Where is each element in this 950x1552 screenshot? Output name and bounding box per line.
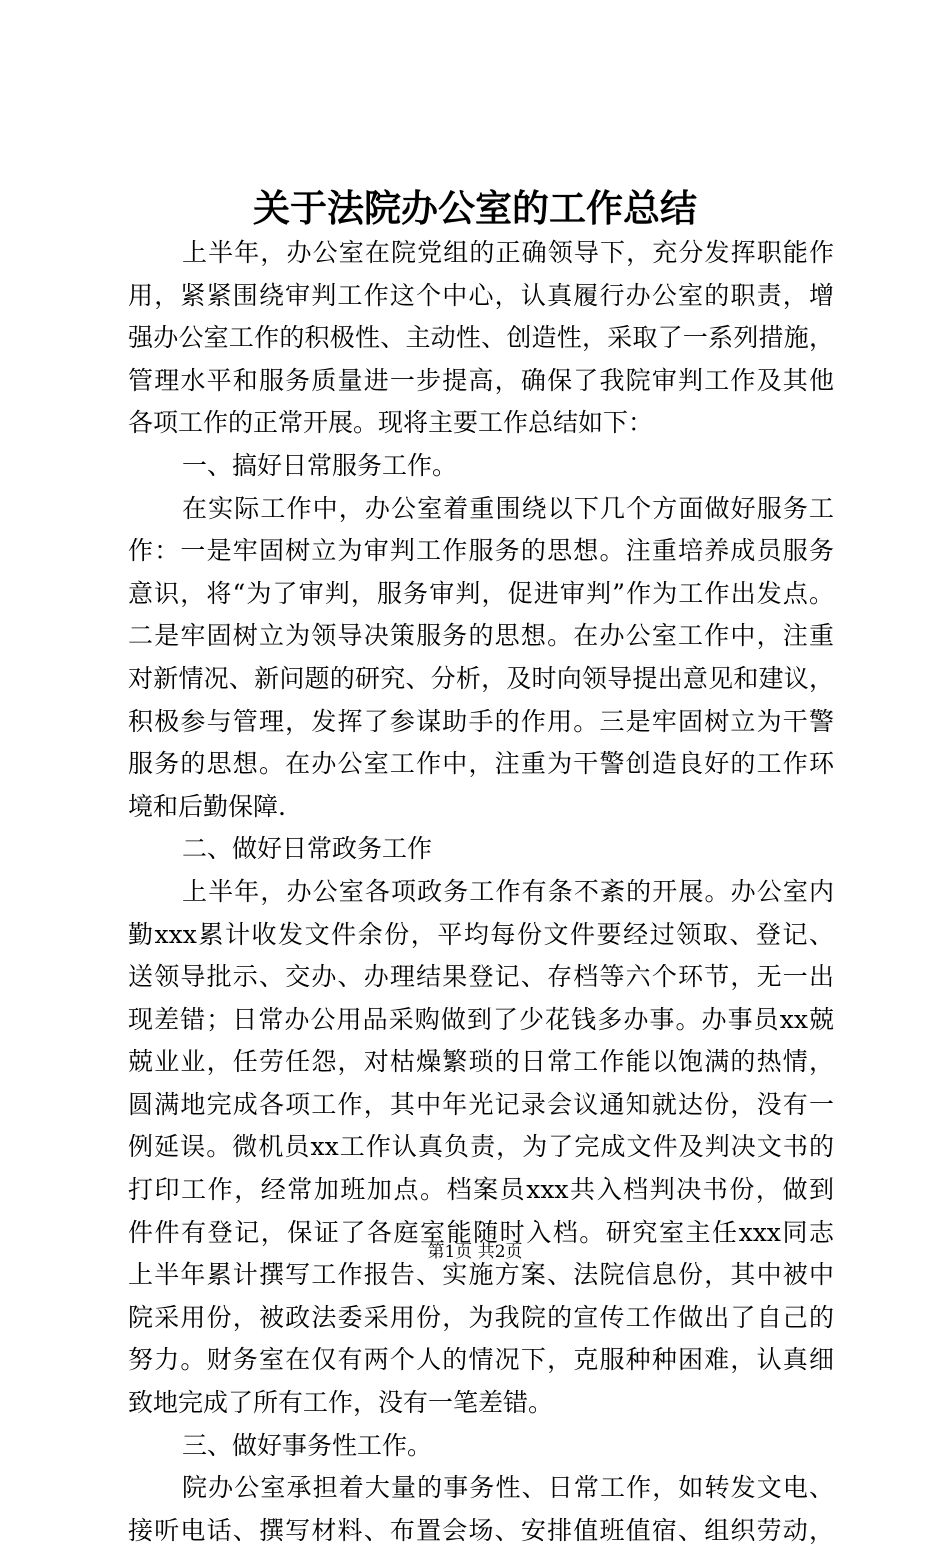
text-line: 对新情况、新问题的研究、分析，及时向领导提出意见和建议， xyxy=(128,663,834,693)
text-line: 送领导批示、交办、办理结果登记、存档等六个环节，无一出 xyxy=(128,962,834,992)
text-line: 圆满地完成各项工作，其中年光记录会议通知就达份，没有一 xyxy=(128,1089,834,1119)
text-line: 强办公室工作的积极性、主动性、创造性，采取了一系列措施， xyxy=(128,323,834,353)
text-line: 意识，将“为了审判，服务审判，促进审判”作为工作出发点。 xyxy=(128,578,834,608)
text-line: 上半年累计撰写工作报告、实施方案、法院信息份，其中被中 xyxy=(128,1260,834,1290)
text-line: 件件有登记，保证了各庭室能随时入档。研究室主任xxx同志 xyxy=(128,1217,834,1247)
text-line: 作：一是牢固树立为审判工作服务的思想。注重培养成员服务 xyxy=(128,536,834,566)
text-line: 二是牢固树立为领导决策服务的思想。在办公室工作中，注重 xyxy=(128,621,834,651)
text-line: 服务的思想。在办公室工作中，注重为干警创造良好的工作环 xyxy=(128,749,834,779)
text-line: 管理水平和服务质量进一步提高，确保了我院审判工作及其他 xyxy=(128,365,834,395)
text-line: 接听电话、撰写材料、布置会场、安排值班值宿、组织劳动， xyxy=(128,1515,834,1545)
text-line: 打印工作，经常加班加点。档案员xxx共入档判决书份，做到 xyxy=(128,1175,834,1205)
text-line: 上半年，办公室在院党组的正确领导下，充分发挥职能作 xyxy=(182,238,834,267)
text-line: 院办公室承担着大量的事务性、日常工作，如转发文电、 xyxy=(182,1473,834,1503)
text-line: 例延误。微机员xx工作认真负责，为了完成文件及判决文书的 xyxy=(128,1132,834,1162)
text-line: 上半年，办公室各项政务工作有条不紊的开展。办公室内 xyxy=(182,876,834,906)
text-line: 现差错；日常办公用品采购做到了少花钱多办事。办事员xx兢 xyxy=(128,1004,834,1034)
text-line: 各项工作的正常开展。现将主要工作总结如下： xyxy=(128,408,654,438)
page-title: 关于法院办公室的工作总结 xyxy=(253,186,697,230)
page-footer: 第1页 共2页 xyxy=(427,1242,523,1262)
text-line: 院采用份，被政法委采用份，为我院的宣传工作做出了自己的 xyxy=(128,1302,834,1332)
document-body xyxy=(128,232,834,1552)
text-line: 用，紧紧围绕审判工作这个中心，认真履行办公室的职责，增 xyxy=(128,280,834,310)
text-line: 积极参与管理，发挥了参谋助手的作用。三是牢固树立为干警 xyxy=(128,706,834,736)
text-line: 在实际工作中，办公室着重围绕以下几个方面做好服务工 xyxy=(182,493,834,523)
section-heading: 三、做好事务性工作。 xyxy=(182,1430,433,1460)
text-line: 致地完成了所有工作，没有一笔差错。 xyxy=(128,1388,554,1418)
text-line: 勤xxx累计收发文件余份，平均每份文件要经过领取、登记、 xyxy=(128,919,834,949)
section-heading: 二、做好日常政务工作 xyxy=(182,834,433,864)
text-line: 兢业业，任劳任怨，对枯燥繁琐的日常工作能以饱满的热情， xyxy=(128,1047,834,1077)
section-heading: 一、搞好日常服务工作。 xyxy=(182,450,458,480)
text-line: 境和后勤保障. xyxy=(128,791,286,821)
text-line: 努力。财务室在仅有两个人的情况下，克服种种困难，认真细 xyxy=(128,1345,834,1375)
